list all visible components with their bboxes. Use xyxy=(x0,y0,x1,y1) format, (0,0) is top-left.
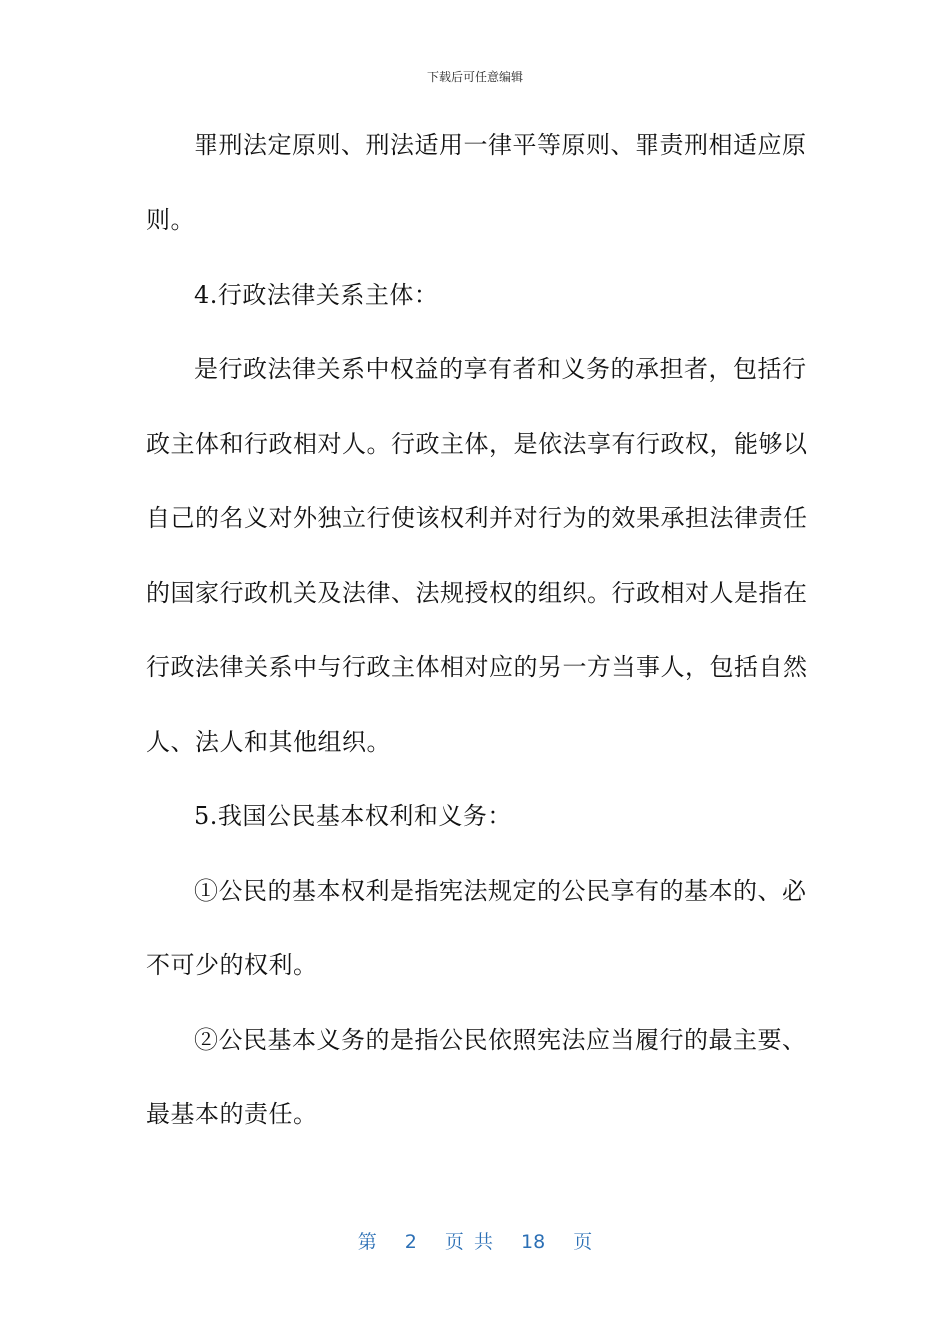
body-line: 则。 xyxy=(146,206,195,234)
body-line: 人、法人和其他组织。 xyxy=(146,728,391,756)
current-page-number: 2 xyxy=(404,1231,417,1253)
body-line: 罪刑法定原则、刑法适用一律平等原则、罪责刑相适应原 xyxy=(194,131,807,159)
page-prefix: 第 xyxy=(357,1231,377,1253)
section-heading: 4.行政法律关系主体： xyxy=(194,281,439,309)
body-line: 最基本的责任。 xyxy=(146,1100,318,1128)
header-note: 下载后可任意编辑 xyxy=(426,70,523,84)
body-line: ②公民基本义务的是指公民依照宪法应当履行的最主要、 xyxy=(194,1026,807,1054)
page-indicator xyxy=(0,1227,950,1254)
page-middle-text: 页 共 xyxy=(444,1231,493,1253)
body-line: 的国家行政机关及法律、法规授权的组织。行政相对人是指在 xyxy=(146,579,808,607)
body-line: 是行政法律关系中权益的享有者和义务的承担者，包括行 xyxy=(194,355,807,383)
body-line: 行政法律关系中与行政主体相对应的另一方当事人，包括自然 xyxy=(146,653,808,681)
section-heading: 5.我国公民基本权利和义务： xyxy=(194,802,512,830)
body-line: 不可少的权利。 xyxy=(146,951,318,979)
total-pages-number: 18 xyxy=(521,1231,546,1253)
body-line: 自己的名义对外独立行使该权利并对行为的效果承担法律责任 xyxy=(146,504,808,532)
page-suffix: 页 xyxy=(573,1231,593,1253)
body-line: ①公民的基本权利是指宪法规定的公民享有的基本的、必 xyxy=(194,877,807,905)
body-line: 政主体和行政相对人。行政主体，是依法享有行政权，能够以 xyxy=(146,430,808,458)
